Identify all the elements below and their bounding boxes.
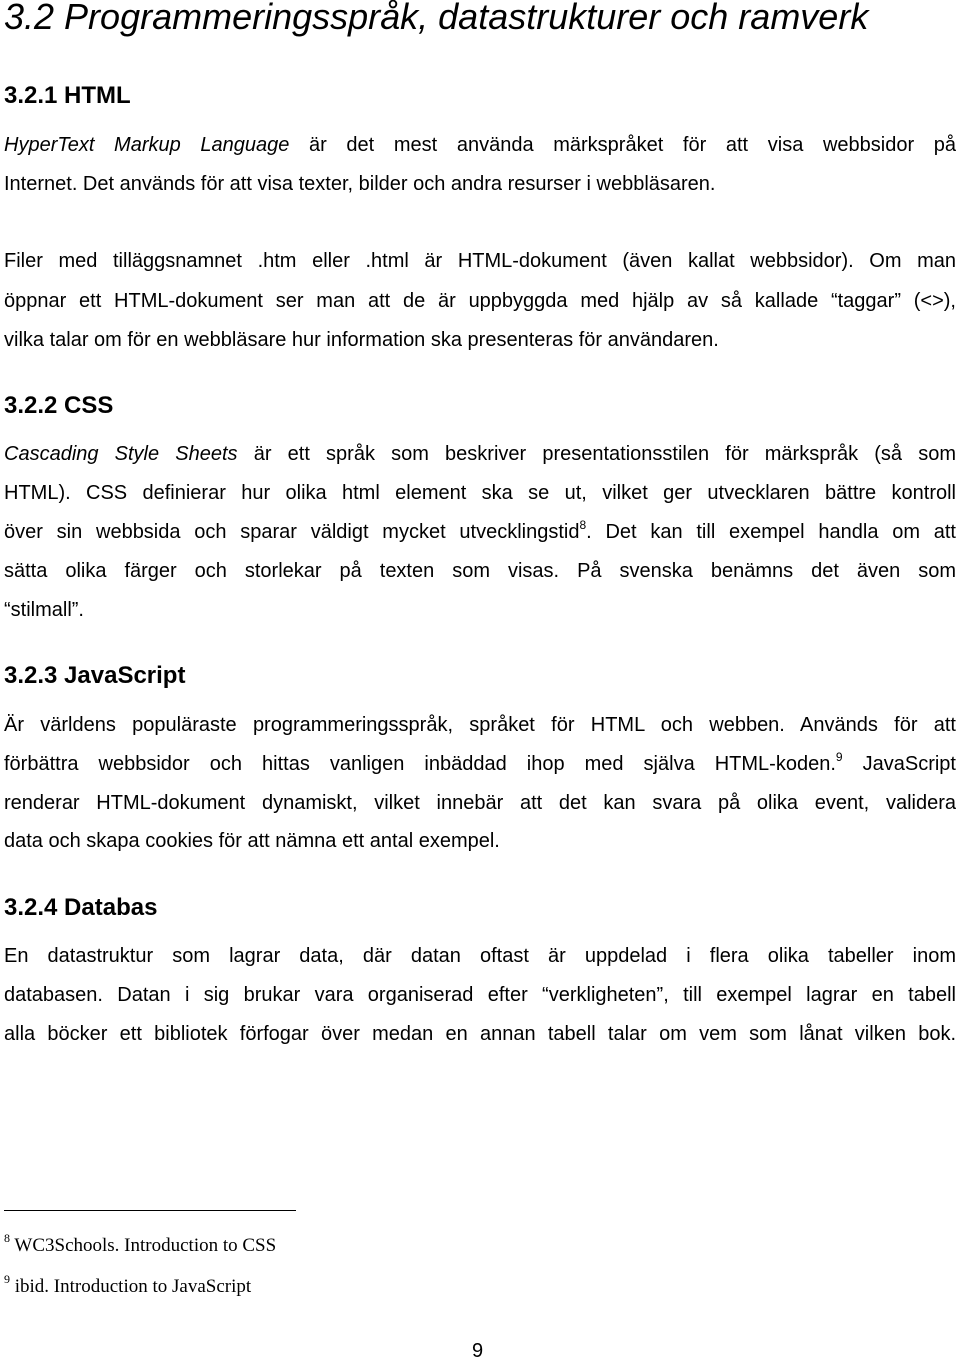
paragraph-line: sätta olika färger och storlekar på texten som visas. På svenska benämns det även som bbox=[4, 560, 956, 582]
footnote-ref: 9 bbox=[835, 750, 843, 764]
section-heading-javascript: 3.2.3 JavaScript bbox=[4, 662, 186, 689]
paragraph-line bbox=[4, 443, 956, 466]
paragraph-line: data och skapa cookies för att nämna ett antal exempel. bbox=[4, 830, 500, 852]
chapter-title: 3.2 Programmeringsspråk, datastrukturer och ramverk bbox=[4, 0, 869, 37]
paragraph-line: “stilmall”. bbox=[4, 599, 84, 621]
paragraph-line: öppnar ett HTML-dokument ser man att de är uppbyggda med hjälp av så kallade “taggar” (<>), bbox=[4, 290, 956, 312]
footnote-9 bbox=[4, 1272, 252, 1298]
footnote-ref: 8 bbox=[579, 518, 587, 532]
text-span: är ett språk som beskriver presentationsstilen för märkspråk (så som bbox=[237, 443, 956, 465]
page-number: 9 bbox=[472, 1340, 484, 1362]
footnote-text: ibid. Introduction to JavaScript bbox=[10, 1276, 252, 1297]
paragraph-line: alla böcker ett bibliotek förfogar över medan en annan tabell talar om vem som lånat vilken bok. bbox=[4, 1023, 956, 1045]
text-span: JavaScript bbox=[842, 753, 956, 775]
term-html: HyperText Markup Language bbox=[4, 134, 290, 156]
paragraph-line: vilka talar om för en webbläsare hur information ska presenteras för användaren. bbox=[4, 329, 719, 351]
text-span: . Det kan till exempel handla om att bbox=[586, 521, 956, 543]
footnote-text: WC3Schools. Introduction to CSS bbox=[10, 1235, 277, 1256]
paragraph-line bbox=[4, 518, 956, 544]
section-heading-databas: 3.2.4 Databas bbox=[4, 894, 158, 921]
paragraph-line bbox=[4, 134, 956, 157]
footnote-8 bbox=[4, 1231, 277, 1257]
footnote-number: 8 bbox=[4, 1231, 10, 1245]
paragraph-line: HTML). CSS definierar hur olika html element ska se ut, vilket ger utvecklaren bättre kontroll bbox=[4, 482, 956, 504]
paragraph-line bbox=[4, 750, 956, 776]
text-span: är det mest använda märkspråket för att visa webbsidor på bbox=[289, 134, 957, 156]
footnote-divider bbox=[4, 1210, 296, 1211]
footnote-number: 9 bbox=[4, 1272, 10, 1286]
paragraph-line: renderar HTML-dokument dynamiskt, vilket innebär att det kan svara på olika event, validera bbox=[4, 792, 956, 814]
paragraph-line: databasen. Datan i sig brukar vara organiserad efter “verkligheten”, till exempel lagrar en tabell bbox=[4, 984, 956, 1006]
text-span: förbättra webbsidor och hittas vanligen inbäddad ihop med själva HTML-koden. bbox=[4, 753, 836, 775]
section-heading-html: 3.2.1 HTML bbox=[4, 82, 131, 109]
text-span: över sin webbsida och sparar väldigt mycket utvecklingstid bbox=[4, 521, 580, 543]
paragraph-line: Är världens populäraste programmeringsspråk, språket för HTML och webben. Används för att bbox=[4, 714, 956, 736]
paragraph-line: Filer med tilläggsnamnet .htm eller .html är HTML-dokument (även kallat webbsidor). Om man bbox=[4, 250, 956, 272]
paragraph-line: Internet. Det används för att visa texter, bilder och andra resurser i webbläsaren. bbox=[4, 173, 716, 195]
paragraph-line: En datastruktur som lagrar data, där datan oftast är uppdelad i flera olika tabeller inom bbox=[4, 945, 956, 967]
section-heading-css: 3.2.2 CSS bbox=[4, 392, 114, 419]
term-css: Cascading Style Sheets bbox=[4, 443, 238, 465]
